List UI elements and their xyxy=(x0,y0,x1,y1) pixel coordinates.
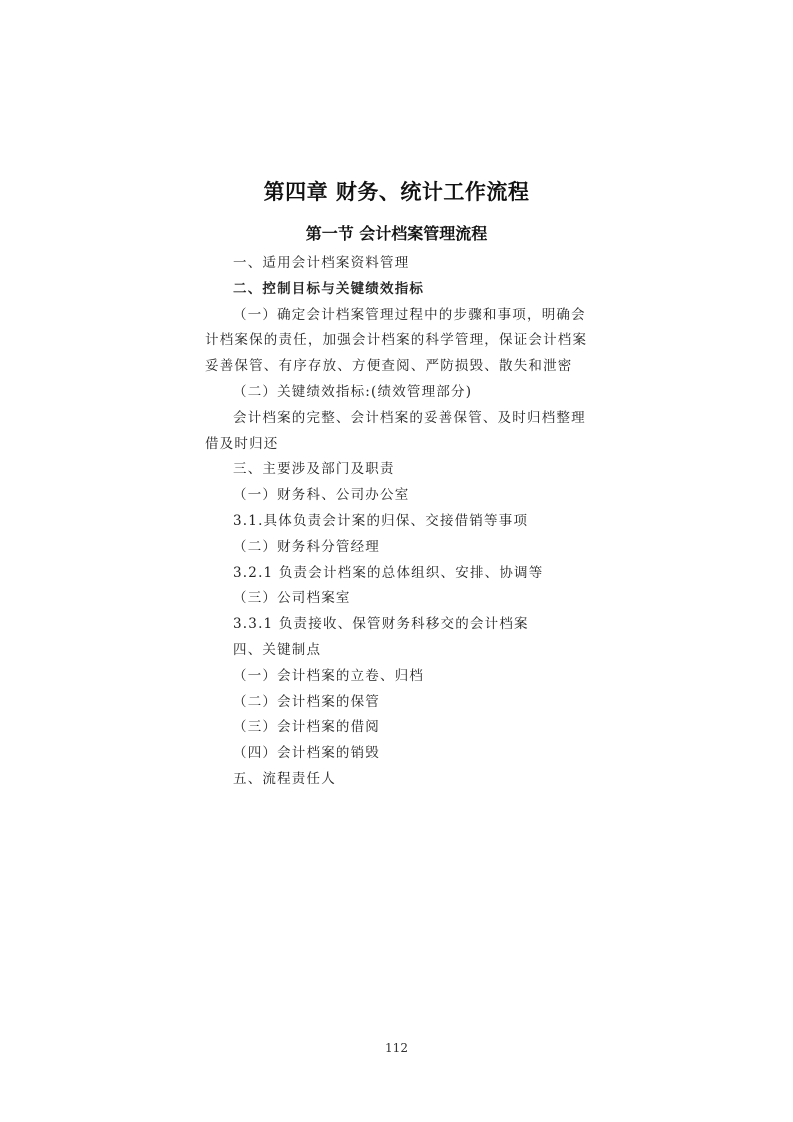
paragraph-line: 借及时归还 xyxy=(205,435,279,452)
list-item: （二）会计档案的保管 xyxy=(233,693,380,710)
heading-departments: 三、主要涉及部门及职责 xyxy=(233,461,395,478)
paragraph-line: 3.1.具体负责会计案的归保、交接借销等事项 xyxy=(233,512,529,529)
page-number: 112 xyxy=(385,1041,408,1055)
paragraph-line: （一）确定会计档案管理过程中的步骤和事项，明确会 xyxy=(233,306,586,323)
paragraph-line: 3.3.1 负责接收、保管财务科移交的会计档案 xyxy=(233,616,529,633)
paragraph-line: 会计档案的完整、会计档案的妥善保管、及时归档整理 xyxy=(233,409,586,426)
document-body xyxy=(205,251,590,793)
heading-objectives: 二、控制目标与关键绩效指标 xyxy=(233,280,425,297)
heading-control-points: 四、关键制点 xyxy=(233,641,322,658)
subheading-finance-manager: （二）财务科分管经理 xyxy=(233,538,380,555)
chapter-title: 第四章 财务、统计工作流程 xyxy=(263,180,530,204)
list-item: （三）会计档案的借阅 xyxy=(233,719,380,736)
list-item: （一）会计档案的立卷、归档 xyxy=(233,667,425,684)
paragraph-line: 妥善保管、有序存放、方便查阅、严防损毁、散失和泄密 xyxy=(205,358,573,375)
paragraph-line: 3.2.1 负责会计档案的总体组织、安排、协调等 xyxy=(233,564,544,581)
subheading-archive-room: （三）公司档案室 xyxy=(233,590,351,607)
list-item: （四）会计档案的销毁 xyxy=(233,745,380,762)
heading-responsible-person: 五、流程责任人 xyxy=(233,770,336,787)
paragraph-line: 计档案保的责任，加强会计档案的科学管理，保证会计档案 xyxy=(205,332,588,349)
section-title: 第一节 会计档案管理流程 xyxy=(305,224,488,243)
subheading-kpi: （二）关键绩效指标:(绩效管理部分) xyxy=(233,383,473,400)
heading-scope: 一、适用会计档案资料管理 xyxy=(233,255,410,271)
subheading-finance-office: （一）财务科、公司办公室 xyxy=(233,487,410,504)
